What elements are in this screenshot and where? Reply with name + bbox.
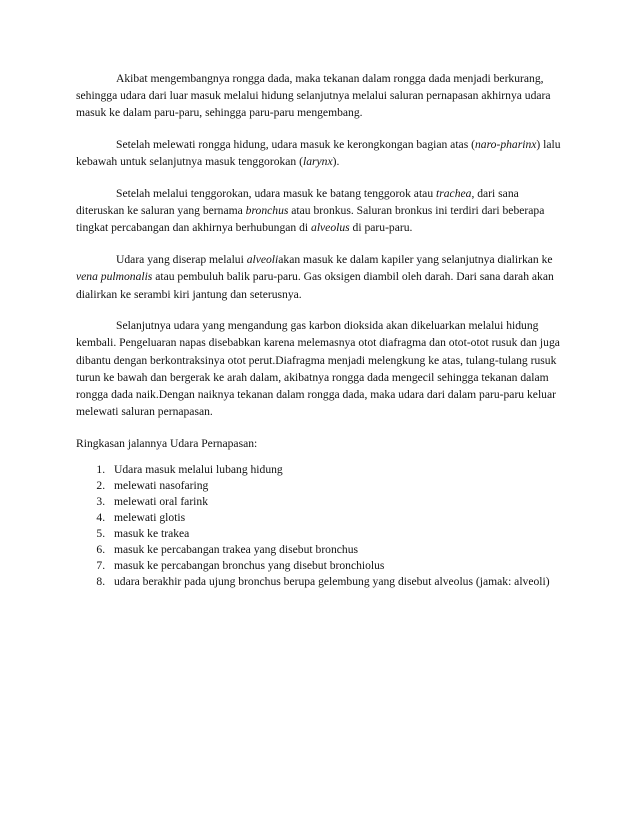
step-item: 4. melewati glotis <box>108 510 564 526</box>
italic-term: larynx <box>302 155 333 169</box>
summary-steps-list <box>76 462 564 590</box>
italic-term: alveolus <box>311 221 350 235</box>
step-item: 6. masuk ke percabangan trakea yang disebut bronchus <box>108 542 564 558</box>
text-segment: Setelah melalui tenggorokan, udara masuk ke batang tenggorok atau <box>116 187 437 201</box>
italic-term: trachea <box>436 187 472 201</box>
step-item: 3. melewati oral farink <box>108 494 564 510</box>
text-segment: ). <box>332 155 340 169</box>
text-segment: Setelah melewati rongga hidung, udara masuk ke kerongkongan bagian atas ( <box>116 138 475 152</box>
text-segment: di paru-paru. <box>349 221 413 235</box>
step-item: 7. masuk ke percabangan bronchus yang disebut bronchiolus <box>108 558 564 574</box>
body-paragraph <box>76 136 564 170</box>
italic-term: bronchus <box>245 204 289 218</box>
text-segment: Akibat mengembangnya rongga dada, maka tekanan dalam rongga dada menjadi berkurang, sehingga udara dari luar masuk melalui hidung selanjutnya melalui saluran pernapasan akhirnya udara masuk ke dalam paru-paru, sehingga paru-paru mengembang. <box>76 72 551 120</box>
body-paragraph <box>76 185 564 237</box>
text-segment: ) lalu kebawah untuk selanjutnya masuk tenggorokan ( <box>76 138 561 169</box>
text-segment: Udara yang diserap melalui <box>116 253 247 267</box>
summary-heading: Ringkasan jalannya Udara Pernapasan: <box>76 436 258 450</box>
step-item: 8. udara berakhir pada ujung bronchus berupa gelembung yang disebut alveolus (jamak: alveoli) <box>108 574 564 590</box>
text-segment: akan masuk ke dalam kapiler yang selanjutnya dialirkan ke <box>278 253 553 267</box>
text-segment: atau bronkus. Saluran bronkus ini terdiri dari beberapa tingkat percabangan dan akhirnya berhubungan di <box>76 204 545 235</box>
body-paragraph <box>76 70 564 122</box>
text-segment: atau pembuluh balik paru-paru. Gas oksigen diambil oleh darah. Dari sana darah akan dialirkan ke serambi kiri jantung dan seterusnya. <box>76 270 554 301</box>
italic-term: naro-pharinx <box>474 138 537 152</box>
italic-term: vena pulmonalis <box>76 270 153 284</box>
italic-term: alveoli <box>246 253 279 267</box>
body-paragraph <box>76 251 564 303</box>
step-item: 5. masuk ke trakea <box>108 526 564 542</box>
document-body <box>76 70 564 590</box>
text-segment: Selanjutnya udara yang mengandung gas karbon dioksida akan dikeluarkan melalui hidung kembali. Pengeluaran napas disebabkan karena melemasnya otot diafragma dan otot-otot rusuk dan juga dibantu dengan berkontraksinya otot perut.Diafragma menjadi melengkung ke atas, tulang-tulang rusuk turun ke bawah dan bergerak ke arah dalam, akibatnya rongga dada mengecil sehingga tekanan dalam rongga dada naik.Dengan naiknya tekanan dalam rongga dada, maka udara dari dalam paru-paru keluar melewati saluran pernapasan. <box>76 319 560 419</box>
step-item: 1. Udara masuk melalui lubang hidung <box>108 462 564 478</box>
body-paragraph <box>76 317 564 420</box>
text-segment: , dari sana diteruskan ke saluran yang bernama <box>76 187 519 218</box>
step-item: 2. melewati nasofaring <box>108 478 564 494</box>
paragraph-group <box>76 70 564 420</box>
